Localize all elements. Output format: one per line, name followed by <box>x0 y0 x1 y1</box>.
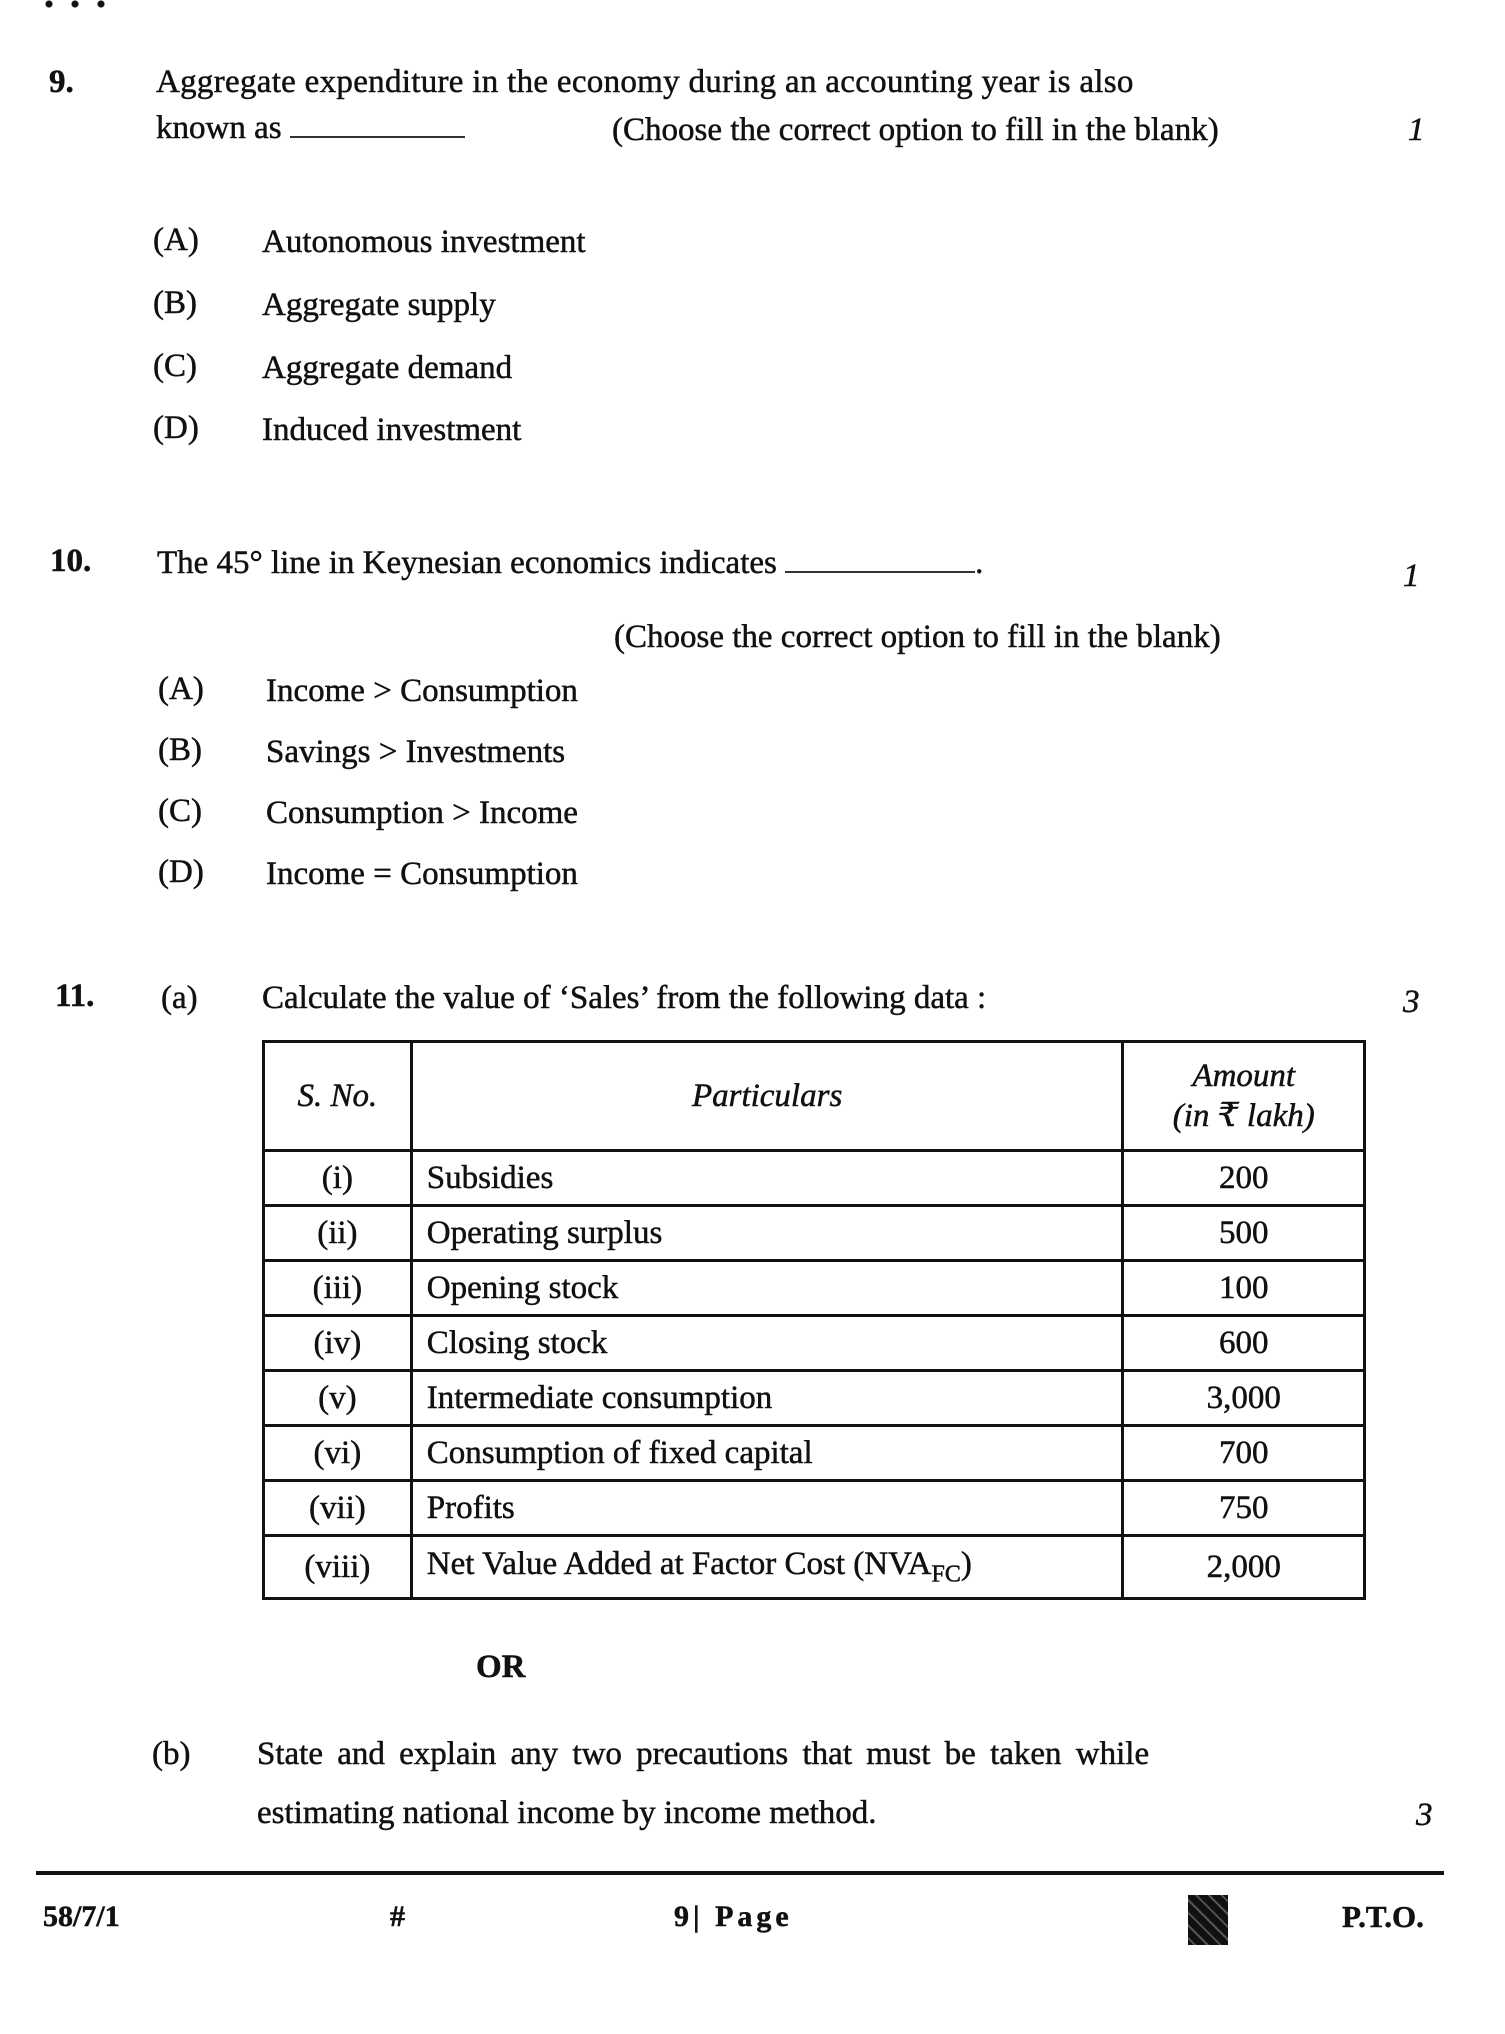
scan-artifact-dots <box>36 0 116 8</box>
table-row <box>264 1371 1365 1426</box>
q10-instruction: (Choose the correct option to fill in the blank) <box>614 619 1221 655</box>
q9-option-text: Aggregate demand <box>262 350 513 386</box>
q11-part-a-label: (a) <box>161 980 198 1016</box>
q10-option-text: Savings > Investments <box>266 734 566 770</box>
row-amount: 100 <box>1123 1261 1365 1316</box>
footer-page-number: 9| Page <box>674 1900 793 1933</box>
footer-code: 58/7/1 <box>43 1900 120 1933</box>
qr-code-icon <box>1188 1895 1228 1945</box>
row-particular: Intermediate consumption <box>411 1371 1123 1426</box>
q11-part-b-line2: estimating national income by income method. <box>257 1795 877 1831</box>
q11-part-a-marks: 3 <box>1403 984 1420 1020</box>
row-amount: 2,000 <box>1123 1536 1365 1599</box>
row-sno: (i) <box>264 1151 412 1206</box>
q9-blank <box>290 136 465 138</box>
q11-part-a-text: Calculate the value of ‘Sales’ from the following data : <box>262 980 987 1016</box>
header-sno: S. No. <box>264 1042 412 1151</box>
data-table <box>262 1040 1366 1600</box>
q11-number: 11. <box>55 978 95 1014</box>
q10-blank <box>785 571 975 573</box>
table-row <box>264 1481 1365 1536</box>
q10-option-text: Consumption > Income <box>266 795 578 831</box>
q9-option-text: Aggregate supply <box>262 287 496 323</box>
q9-option-text: Autonomous investment <box>262 224 586 260</box>
header-particulars: Particulars <box>411 1042 1123 1151</box>
row-sno: (iii) <box>264 1261 412 1316</box>
row-particular: Subsidies <box>411 1151 1123 1206</box>
footer-rule <box>36 1871 1444 1875</box>
q10-option-text: Income > Consumption <box>266 673 578 709</box>
table-row <box>264 1151 1365 1206</box>
q9-option-letter: (A) <box>153 222 199 258</box>
table-row <box>264 1261 1365 1316</box>
row-particular: Operating surplus <box>411 1206 1123 1261</box>
q11-part-b-label: (b) <box>152 1736 191 1772</box>
row-sno: (vii) <box>264 1481 412 1536</box>
q10-number: 10. <box>50 543 92 579</box>
row-amount: 750 <box>1123 1481 1365 1536</box>
q9-option-letter: (D) <box>153 410 199 446</box>
row-sno: (v) <box>264 1371 412 1426</box>
q9-marks: 1 <box>1408 112 1425 148</box>
row-amount: 700 <box>1123 1426 1365 1481</box>
table-row <box>264 1316 1365 1371</box>
q9-option-letter: (C) <box>153 348 197 384</box>
row-sno: (viii) <box>264 1536 412 1599</box>
q9-option-letter: (B) <box>153 285 197 321</box>
row-particular: Net Value Added at Factor Cost $(NVA_{FC})$ <box>411 1536 1123 1599</box>
q9-text-line1: Aggregate expenditure in the economy during an accounting year is also <box>156 64 1134 100</box>
table-header-row <box>264 1042 1365 1151</box>
row-sno: (vi) <box>264 1426 412 1481</box>
table-row <box>264 1536 1365 1599</box>
q10-option-letter: (D) <box>158 854 204 890</box>
q11-part-b-line1: State and explain any two precautions that must be taken while <box>257 1736 1150 1772</box>
q11-part-b-marks: 3 <box>1416 1797 1433 1833</box>
q10-option-letter: (B) <box>158 732 202 768</box>
row-particular: Consumption of fixed capital <box>411 1426 1123 1481</box>
footer-hash: # <box>390 1900 405 1933</box>
q10-option-letter: (C) <box>158 793 202 829</box>
q9-instruction: (Choose the correct option to fill in the blank) <box>612 112 1219 148</box>
footer-pto: P.T.O. <box>1342 1899 1424 1934</box>
row-amount: 600 <box>1123 1316 1365 1371</box>
table-row <box>264 1206 1365 1261</box>
row-particular: Closing stock <box>411 1316 1123 1371</box>
q9-text-line2: known as <box>156 108 465 148</box>
q10-text: The 45° line in Keynesian economics indicates . <box>157 545 984 581</box>
row-particular: Profits <box>411 1481 1123 1536</box>
q10-marks: 1 <box>1403 558 1420 594</box>
row-particular: Opening stock <box>411 1261 1123 1316</box>
table-row <box>264 1426 1365 1481</box>
q9-option-text: Induced investment <box>262 412 522 448</box>
row-sno: (ii) <box>264 1206 412 1261</box>
q10-option-text: Income = Consumption <box>266 856 578 892</box>
row-amount: 200 <box>1123 1151 1365 1206</box>
q10-option-letter: (A) <box>158 671 204 707</box>
or-label: OR <box>476 1649 526 1685</box>
row-sno: (iv) <box>264 1316 412 1371</box>
q9-number: 9. <box>49 64 74 100</box>
row-amount: 3,000 <box>1123 1371 1365 1426</box>
row-amount: 500 <box>1123 1206 1365 1261</box>
header-amount: Amount (in ₹ lakh) <box>1123 1042 1365 1151</box>
